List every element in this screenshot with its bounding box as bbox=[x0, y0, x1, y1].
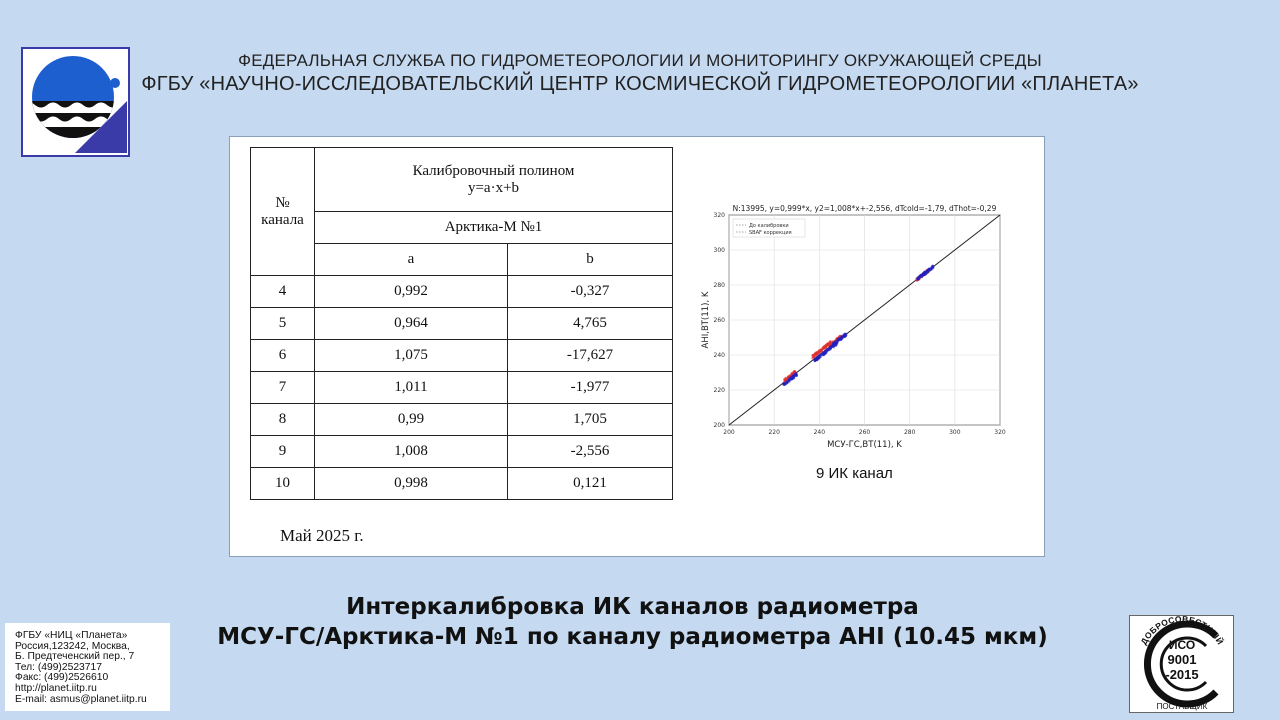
satellite-header: Арктика-М №1 bbox=[315, 212, 673, 244]
table-row bbox=[251, 340, 673, 372]
table-row bbox=[251, 308, 673, 340]
y-tick-label: 320 bbox=[713, 212, 725, 219]
cell-b: -1,977 bbox=[508, 372, 673, 404]
cell-ch: 7 bbox=[251, 372, 315, 404]
x-axis-label: МСУ-ГС,BT(11), K bbox=[827, 440, 902, 450]
x-tick-label: 320 bbox=[994, 429, 1006, 436]
iso-top-text: ДОБРОСОВЕСТНЫЙ bbox=[1138, 616, 1226, 647]
scatter-point-sbaf bbox=[822, 354, 825, 357]
scatter-point-sbaf bbox=[843, 333, 846, 336]
date-label: Май 2025 г. bbox=[280, 526, 364, 545]
cell-ch: 9 bbox=[251, 436, 315, 468]
scatter-point-sbaf bbox=[930, 268, 933, 271]
iso-badge bbox=[1129, 615, 1234, 713]
contact-line: Россия,123242, Москва, bbox=[15, 640, 130, 652]
scatter-point-before bbox=[811, 357, 814, 360]
col-b-header: b bbox=[508, 244, 673, 276]
header-line-2: ФГБУ «НАУЧНО-ИССЛЕДОВАТЕЛЬСКИЙ ЦЕНТР КОСМИЧЕСКОЙ ГИДРОМЕТЕОРОЛОГИИ «ПЛАНЕТА» bbox=[141, 73, 1139, 95]
contact-line: Б. Предтеченский пер., 7 bbox=[15, 651, 135, 663]
cell-b: 1,705 bbox=[508, 404, 673, 436]
y-tick-label: 220 bbox=[713, 387, 725, 394]
cell-ch: 8 bbox=[251, 404, 315, 436]
cell-a: 0,998 bbox=[315, 468, 508, 500]
contact-line: E-mail: asmus@planet.iitp.ru bbox=[15, 693, 147, 705]
content-panel bbox=[229, 136, 1045, 557]
table-row bbox=[251, 468, 673, 500]
polynom-header bbox=[315, 148, 673, 212]
scatter-point-before bbox=[817, 350, 820, 353]
channel-header bbox=[251, 148, 315, 276]
cell-ch: 4 bbox=[251, 276, 315, 308]
polynom-line-2: y=a·x+b bbox=[467, 179, 520, 196]
x-tick-label: 220 bbox=[768, 429, 780, 436]
legend-entry: SBAF коррекция bbox=[749, 230, 792, 236]
cell-b: -0,327 bbox=[508, 276, 673, 308]
scatter-point-sbaf bbox=[932, 265, 935, 268]
planeta-logo bbox=[21, 47, 130, 157]
y-tick-label: 240 bbox=[713, 352, 725, 359]
scatter-chart bbox=[686, 197, 1016, 457]
scatter-point-sbaf bbox=[814, 358, 817, 361]
scatter-point-sbaf bbox=[924, 273, 927, 276]
cell-b: -17,627 bbox=[508, 340, 673, 372]
cell-a: 0,964 bbox=[315, 308, 508, 340]
scatter-point-sbaf bbox=[792, 375, 795, 378]
iso-line-2: 9001 bbox=[1167, 652, 1197, 667]
scatter-point-sbaf bbox=[783, 382, 786, 385]
contact-line: Тел: (499)2523717 bbox=[15, 661, 102, 673]
iso-bottom-text: ПОСТАВЩИК bbox=[1156, 702, 1208, 711]
slide-title-line-2: МСУ-ГС/Арктика-М №1 по каналу радиометра AHI (10.45 мкм) bbox=[217, 624, 1048, 650]
channel-header-line1: № bbox=[275, 194, 290, 211]
polynom-line-1: Калибровочный полином bbox=[412, 162, 575, 179]
table-row bbox=[251, 276, 673, 308]
cell-ch: 5 bbox=[251, 308, 315, 340]
cell-ch: 6 bbox=[251, 340, 315, 372]
scatter-point-sbaf bbox=[790, 378, 793, 381]
y-tick-label: 200 bbox=[713, 422, 725, 429]
scatter-point-sbaf bbox=[833, 343, 836, 346]
chart-caption: 9 ИК канал bbox=[816, 465, 893, 482]
contact-line: ФГБУ «НИЦ «Планета» bbox=[15, 630, 128, 641]
cell-a: 0,992 bbox=[315, 276, 508, 308]
table-row bbox=[251, 436, 673, 468]
x-tick-label: 280 bbox=[903, 429, 916, 436]
table-row bbox=[251, 404, 673, 436]
cell-a: 1,008 bbox=[315, 436, 508, 468]
y-axis-label: AHI,BT(11), K bbox=[701, 291, 711, 349]
scatter-point-sbaf bbox=[825, 351, 828, 354]
iso-line-3: -2015 bbox=[1165, 667, 1199, 682]
contact-line: http://planet.iitp.ru bbox=[15, 682, 97, 694]
scatter-point-sbaf bbox=[835, 341, 838, 344]
scatter-point-sbaf bbox=[840, 338, 843, 341]
cell-a: 1,075 bbox=[315, 340, 508, 372]
scatter-point-sbaf bbox=[919, 275, 922, 278]
chart-title: N:13995, y=0,999*x, y2=1,008*x+-2,556, dTcold=-1,79, dThot=-0,29 bbox=[732, 204, 997, 213]
cell-b: -2,556 bbox=[508, 436, 673, 468]
scatter-point-sbaf bbox=[786, 381, 789, 384]
scatter-point-before bbox=[824, 345, 827, 348]
header-line-1: ФЕДЕРАЛЬНАЯ СЛУЖБА ПО ГИДРОМЕТЕОРОЛОГИИ И МОНИТОРИНГУ ОКРУЖАЮЩЕЙ СРЕДЫ bbox=[238, 51, 1042, 70]
iso-line-1: ИСО bbox=[1168, 638, 1196, 652]
y-tick-label: 260 bbox=[713, 317, 725, 324]
cell-b: 0,121 bbox=[508, 468, 673, 500]
cell-a: 0,99 bbox=[315, 404, 508, 436]
legend-entry: До калибровки bbox=[749, 223, 789, 229]
x-tick-label: 200 bbox=[723, 429, 735, 436]
scatter-point-sbaf bbox=[795, 372, 798, 375]
contact-box bbox=[5, 623, 170, 711]
slide-title bbox=[0, 592, 1265, 652]
channel-header-line2: канала bbox=[261, 211, 304, 228]
scatter-point-sbaf bbox=[818, 356, 821, 359]
x-tick-label: 260 bbox=[858, 429, 871, 436]
y-tick-label: 300 bbox=[713, 247, 725, 254]
cell-ch: 10 bbox=[251, 468, 315, 500]
cell-b: 4,765 bbox=[508, 308, 673, 340]
table-row bbox=[251, 372, 673, 404]
col-a-header: a bbox=[315, 244, 508, 276]
cell-a: 1,011 bbox=[315, 372, 508, 404]
y-tick-label: 280 bbox=[713, 282, 725, 289]
scatter-point-sbaf bbox=[829, 347, 832, 350]
scatter-point-before bbox=[785, 377, 788, 380]
x-tick-label: 300 bbox=[949, 429, 961, 436]
scatter-point-before bbox=[793, 370, 796, 373]
calibration-table bbox=[250, 147, 673, 500]
scatter-point-sbaf bbox=[837, 338, 840, 341]
x-tick-label: 240 bbox=[813, 429, 826, 436]
slide-title-line-1: Интеркалибровка ИК каналов радиометра bbox=[346, 594, 919, 620]
contact-line: Факс: (499)2526610 bbox=[15, 672, 109, 684]
